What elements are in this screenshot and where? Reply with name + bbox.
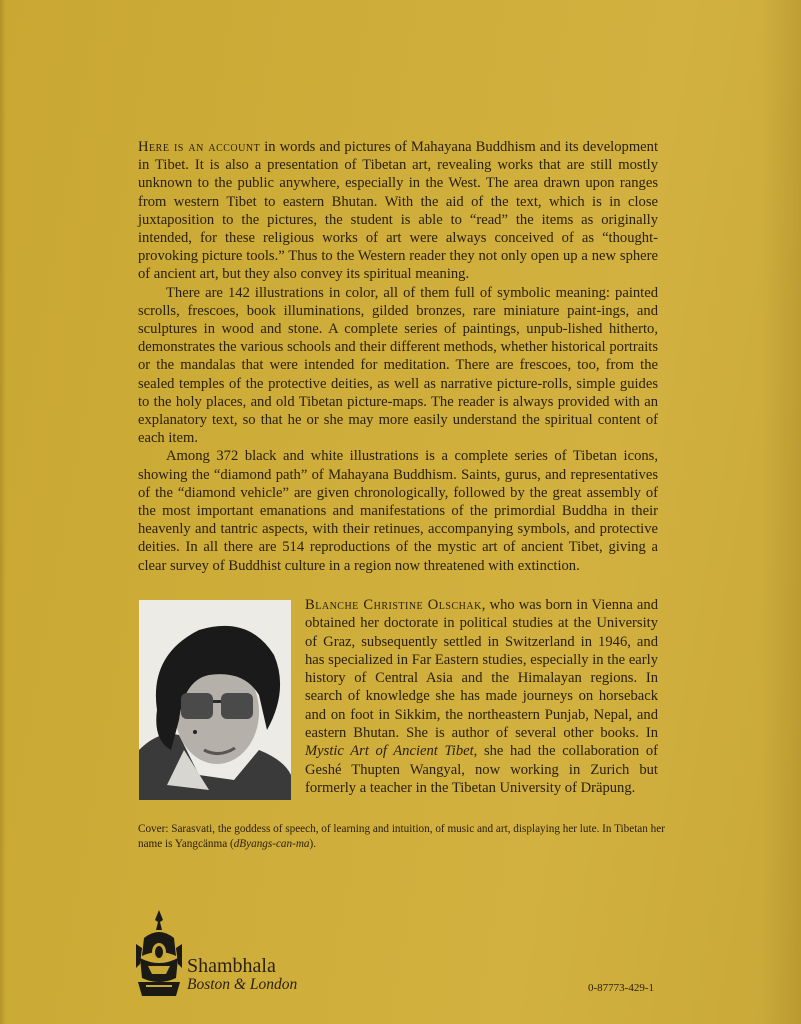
isbn-number: 0-87773-429-1 xyxy=(588,982,654,994)
author-bio-text-1: , who was born in Vienna and obtained her doctorate in political studies at the University of Graz, subsequently settled in Switzerland in 1946, and has specialized in Far Eastern studies, especially in the early history of Central Asia and the Himalayan regions. In search of knowledge she has made journeys on horseback and on foot in Sikkim, the northeastern Punjab, Nepal, and eastern Bhutan. She is author of several other books. In xyxy=(305,597,658,742)
author-photo xyxy=(139,600,291,800)
publisher-name: Shambhala xyxy=(187,955,276,977)
edge-shadow xyxy=(761,0,801,1024)
publisher-cities: Boston & London xyxy=(187,976,298,993)
blurb-paragraph-1 xyxy=(138,138,658,284)
blurb-lead: Here is an account xyxy=(138,139,261,155)
caption-italic: dByangs-can-ma xyxy=(233,837,310,850)
blurb-p1-text: in words and pictures of Mahayana Buddhism and its development in Tibet. It is also a presentation of Tibetan art, revealing works that are still mostly unknown to the public anywhere, especially in the West. The area drawn upon ranges from western Tibet to eastern Bhutan. With the aid of the text, which is in close juxtaposition to the pictures, the student is able to “read” the items as originally intended, for these religious works of art were always conceived of as “thought-provoking picture tools.” Thus to the Western reader they not only open up a new sphere of ancient art, but they also convey its spiritual meaning. xyxy=(138,139,659,283)
cover-caption-text xyxy=(138,822,668,851)
author-bio xyxy=(305,596,658,797)
shambhala-logo-icon xyxy=(136,908,182,998)
description-blurb xyxy=(138,138,658,575)
author-bio-paragraph xyxy=(305,596,658,797)
author-photo-portrait xyxy=(139,600,291,800)
cover-caption xyxy=(138,822,668,851)
author-name: Blanche Christine Olschak xyxy=(305,597,482,613)
spine-shadow xyxy=(0,0,6,1024)
caption-text: Cover: Sarasvati, the goddess of speech, of learning and intuition, of music and art, displaying her lute. In Tibetan her name is Yangcänma ( xyxy=(138,823,665,850)
blurb-paragraph-2: There are 142 illustrations in color, all of them full of symbolic meaning: painted scrolls, frescoes, book illuminations, gilded bronzes, rare miniature paint-ings, and sculptures in wood and stone. A complete series of paintings, unpub-lished hitherto, demonstrates the various schools and their different methods, whether historical portraits or the mandalas that were intended for meditation. There are frescoes, too, from the sealed temples of the protective deities, as well as narrative picture-rolls, simple guides to the holy places, and old Tibetan picture-maps. The reader is always provided with an explanatory text, so that he or she may more easily understand the spiritual content of each item. xyxy=(138,284,658,447)
book-title: Mystic Art of Ancient Tibet xyxy=(305,743,474,760)
caption-close: ). xyxy=(309,837,317,850)
author-bio-text-2: , she had the collaboration of Geshé Thupten Wangyal, now working in Zurich but formerly a teacher in the Tibetan University of Dräpung. xyxy=(305,743,658,796)
blurb-paragraph-3: Among 372 black and white illustrations is a complete series of Tibetan icons, showing the “diamond path” of Mahayana Buddhism. Saints, gurus, and representatives of the “diamond vehicle” are given chronologically, followed by the great assembly of the most important emanations and manifestations of the primordial Buddha in their heavenly and tantric aspects, with their retinues, accompanying symbols, and protective deities. In all there are 514 reproductions of the mystic art of ancient Tibet, giving a clear survey of Buddhist culture in a region now threatened with extinction. xyxy=(138,448,658,574)
